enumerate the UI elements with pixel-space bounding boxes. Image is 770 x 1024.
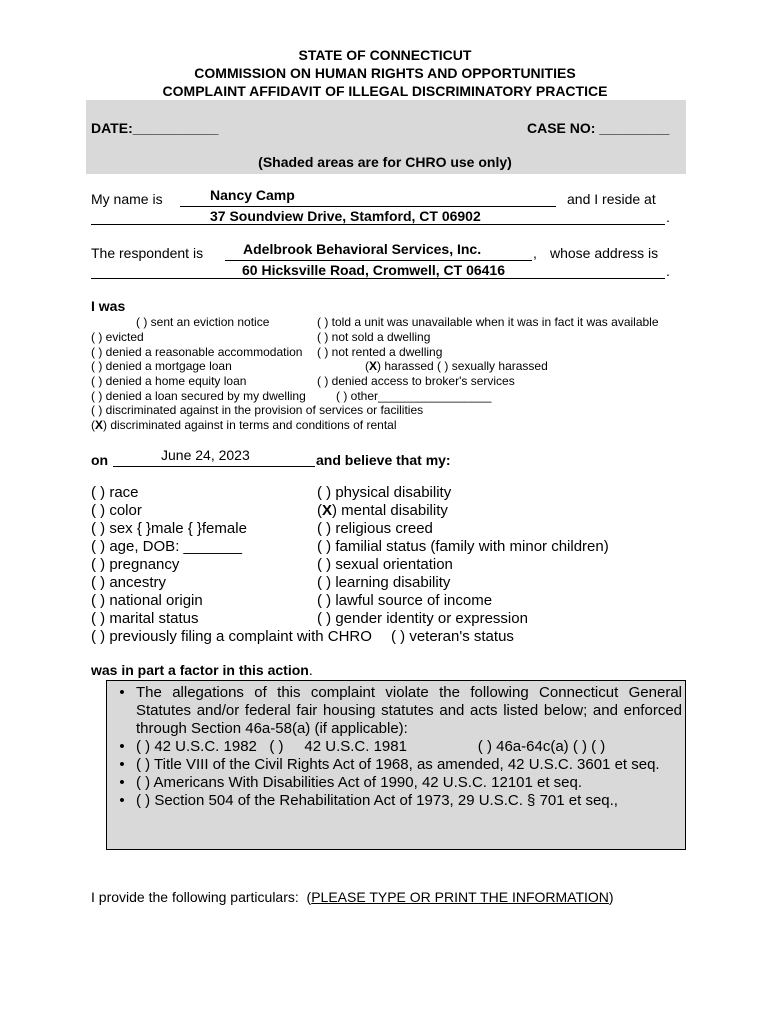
respondent-name-value: Adelbrook Behavioral Services, Inc.	[243, 241, 482, 257]
basis-option[interactable]: ( ) pregnancy	[91, 556, 180, 573]
basis-option[interactable]: ( ) color	[91, 502, 142, 519]
bullet-icon: •	[119, 774, 125, 791]
particulars-prefix: I provide the following particulars: (	[91, 889, 312, 905]
action-option[interactable]: ( ) sent an eviction notice	[136, 315, 270, 329]
statute-item-text: ( ) Americans With Disabilities Act of 1990, 42 U.S.C. 12101 et seq.	[136, 774, 583, 791]
basis-option[interactable]: ( ) lawful source of income	[317, 592, 493, 609]
action-option-checked[interactable]: (X) harassed ( ) sexually harassed	[365, 359, 548, 373]
statute-item-text: ( ) 42 U.S.C. 1982 ( ) 42 U.S.C. 1981 ( ) 46a-64c(a) ( ) ( )	[136, 738, 606, 755]
basis-option[interactable]: ( ) marital status	[91, 610, 199, 627]
basis-option[interactable]: ( ) learning disability	[317, 574, 451, 591]
bullet-icon: •	[119, 738, 125, 755]
name-field[interactable]	[180, 187, 556, 207]
respondent-prefix: The respondent is	[91, 245, 204, 261]
action-option[interactable]: ( ) not rented a dwelling	[317, 345, 443, 359]
statute-item[interactable]	[108, 756, 660, 774]
basis-option[interactable]: ( ) sexual orientation	[317, 556, 453, 573]
bullet-icon: •	[119, 756, 125, 773]
statute-item[interactable]	[108, 774, 582, 792]
particulars-suffix: )	[608, 889, 614, 905]
respondent-name-field[interactable]	[225, 241, 532, 261]
respondent-address-end: .	[666, 263, 670, 279]
basis-option-checked[interactable]: (X) mental disability	[317, 502, 448, 519]
statute-intro-item	[108, 684, 682, 738]
office-use-note: (Shaded areas are for CHRO use only)	[258, 154, 512, 170]
complainant-address-end: .	[666, 209, 670, 225]
action-option[interactable]: ( ) denied a reasonable accommodation	[91, 345, 303, 359]
bullet-icon: •	[119, 792, 125, 809]
basis-option[interactable]: ( ) ancestry	[91, 574, 167, 591]
respondent-address-value: 60 Hicksville Road, Cromwell, CT 06416	[242, 262, 506, 278]
action-option[interactable]: ( ) denied a mortgage loan	[91, 359, 232, 373]
complainant-address-field[interactable]	[91, 208, 665, 225]
header-line-1: STATE OF CONNECTICUT	[298, 47, 472, 63]
basis-option[interactable]: ( ) gender identity or expression	[317, 610, 528, 627]
statute-item-text: ( ) Title VIII of the Civil Rights Act of 1968, as amended, 42 U.S.C. 3601 et seq.	[136, 756, 660, 773]
statute-item[interactable]	[108, 738, 605, 756]
respondent-address-field[interactable]	[91, 262, 665, 279]
believe-label: and believe that my:	[316, 452, 451, 468]
statute-intro: The allegations of this complaint violate the following Connecticut General Statutes and/or federal fair housing statutes and acts listed below; and enforced through Section 46a-58(a) (if applicable):	[136, 684, 682, 737]
on-label: on	[91, 452, 109, 468]
action-option-checked[interactable]: (X) discriminated against in terms and conditions of rental	[91, 418, 397, 432]
basis-option[interactable]: ( ) national origin	[91, 592, 203, 609]
case-number-label: CASE NO: _________	[527, 120, 670, 136]
action-option[interactable]: ( ) told a unit was unavailable when it was in fact it was available	[317, 315, 659, 329]
statute-item-text: ( ) Section 504 of the Rehabilitation Act of 1973, 29 U.S.C. § 701 et seq.,	[136, 792, 618, 809]
action-option[interactable]: ( ) denied a loan secured by my dwelling	[91, 389, 306, 403]
action-option[interactable]: ( ) discriminated against in the provision of services or facilities	[91, 403, 424, 417]
respondent-address-label: whose address is	[550, 245, 659, 261]
actions-heading: I was	[91, 298, 126, 314]
action-option[interactable]: ( ) not sold a dwelling	[317, 330, 431, 344]
basis-option[interactable]: ( ) physical disability	[317, 484, 452, 501]
basis-option[interactable]: ( ) veteran's status	[391, 628, 514, 645]
action-option[interactable]: ( ) other_________________	[336, 389, 492, 403]
complainant-address-value: 37 Soundview Drive, Stamford, CT 06902	[210, 208, 481, 224]
particulars-line	[91, 889, 614, 905]
header-line-2: COMMISSION ON HUMAN RIGHTS AND OPPORTUNITIES	[194, 65, 576, 81]
date-label: DATE:___________	[91, 120, 219, 136]
basis-option[interactable]: ( ) sex { }male { }female	[91, 520, 247, 537]
basis-option[interactable]: ( ) previously filing a complaint with CHRO	[91, 628, 372, 645]
name-prefix: My name is	[91, 191, 163, 207]
action-option[interactable]: ( ) evicted	[91, 330, 144, 344]
reside-label: and I reside at	[567, 191, 656, 207]
header-line-3: COMPLAINT AFFIDAVIT OF ILLEGAL DISCRIMINATORY PRACTICE	[162, 83, 608, 99]
factor-text: was in part a factor in this action	[91, 662, 309, 678]
statute-item[interactable]	[108, 792, 618, 810]
action-option[interactable]: ( ) denied access to broker's services	[317, 374, 515, 388]
basis-option[interactable]: ( ) familial status (family with minor children)	[317, 538, 609, 555]
factor-period: .	[308, 662, 313, 678]
respondent-comma: ,	[533, 245, 537, 261]
incident-date-value: June 24, 2023	[161, 447, 250, 463]
basis-option[interactable]: ( ) religious creed	[317, 520, 433, 537]
name-value: Nancy Camp	[210, 187, 295, 203]
bullet-icon: •	[119, 684, 125, 701]
action-option[interactable]: ( ) denied a home equity loan	[91, 374, 247, 388]
incident-date-field[interactable]	[113, 449, 315, 467]
particulars-instruction: PLEASE TYPE OR PRINT THE INFORMATION	[311, 889, 609, 905]
basis-option[interactable]: ( ) age, DOB: _______	[91, 538, 242, 555]
basis-option[interactable]: ( ) race	[91, 484, 139, 501]
